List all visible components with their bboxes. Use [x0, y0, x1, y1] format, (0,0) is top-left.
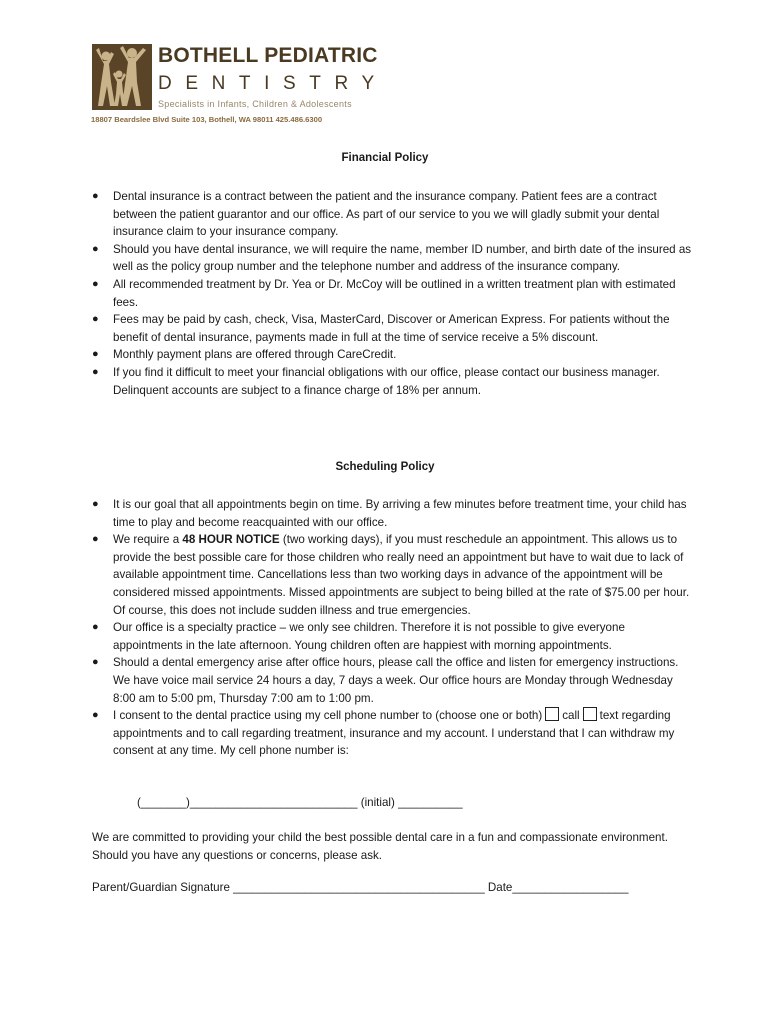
family-figures-logo-icon [92, 44, 152, 110]
notice-emphasis: 48 HOUR NOTICE [182, 533, 280, 547]
list-item: ● Monthly payment plans are offered through CareCredit. [92, 348, 397, 362]
list-item: ● All recommended treatment by Dr. Yea or Dr. McCoy will be outlined in a written treatment plan with estimated fees. [92, 277, 676, 309]
phone-number-field[interactable]: (_______)__________________________ (initial) __________ [137, 796, 463, 809]
closing-statement: We are committed to providing your child the best possible dental care in a fun and compassionate environment. Should you have any questions or concerns, please ask. [92, 831, 678, 862]
text-consent-checkbox[interactable] [583, 707, 597, 721]
scheduling-policy-title: Scheduling Policy [335, 461, 435, 473]
practice-name-dentistry: DENTISTRY [158, 73, 388, 94]
date-field[interactable]: __________________ [512, 881, 629, 894]
practice-address: 18807 Beardslee Blvd Suite 103, Bothell, WA 98011 425.486.6300 [91, 115, 323, 124]
signature-line [92, 881, 628, 894]
list-item: ● It is our goal that all appointments begin on time. By arriving a few minutes before treatment time, your child has time to play and become reacquainted with our office. [92, 498, 687, 529]
signature-label: Parent/Guardian Signature [92, 881, 230, 894]
list-item: ● Dental insurance is a contract between the patient and the insurance company. Patient fees are a contract between the patient guarantor and our office. As part of our service to you we will gladly submit your dental insurance claim to your insurance company. [92, 190, 660, 239]
signature-field[interactable]: _______________________________________ [233, 881, 485, 894]
list-item: ● Fees may be paid by cash, check, Visa, MasterCard, Discover or American Express. For patients without the benefit of dental insurance, payments made in full at the time of service receive a 5% discount. [92, 313, 670, 344]
list-item: ● We require a 48 HOUR NOTICE (two working days), if you must reschedule an appointment. This allows us to provide the best possible care for those children who really need an appointment but have to wait due to lack of available appointment time. Cancellations less than two working days in advance of the appointment will be considered missed appointments. Missed appointments are subject to being billed at the rate of $75.00 per hour. Of course, this does not include sudden illness and true emergencies. [92, 533, 690, 617]
practice-name: BOTHELL PEDIATRIC [158, 44, 378, 67]
list-item: ● Should a dental emergency arise after office hours, please call the office and listen for emergency instructions. We have voice mail service 24 hours a day, 7 days a week. Our office hours are Monday through Wednesday 8:00 am to 5:00 pm, Thursday 7:00 am to 1:00 pm. [92, 656, 679, 705]
scheduling-policy-list [92, 496, 692, 760]
list-item: ● If you find it difficult to meet your financial obligations with our office, please contact our business manager. Delinquent accounts are subject to a finance charge of 18% per annum. [92, 365, 660, 397]
financial-policy-list [92, 188, 692, 399]
practice-tagline: Specialists in Infants, Children & Adolescents [158, 99, 352, 109]
call-consent-checkbox[interactable] [545, 707, 559, 721]
list-item: ● Our office is a specialty practice – we only see children. Therefore it is not possible to give everyone appointments in the late afternoon. Young children often are happiest with morning appointments. [92, 621, 625, 652]
financial-policy-title: Financial Policy [341, 152, 429, 164]
list-item: ● I consent to the dental practice using my cell phone number to (choose one or both) call text regarding appointments and to call regarding treatment, insurance and my account. I understand that I can withdraw my consent at any time. My cell phone number is: [92, 709, 675, 758]
date-label: Date [487, 881, 513, 894]
list-item: ● Should you have dental insurance, we will require the name, member ID number, and birth date of the insured as well as the policy group number and the telephone number and address of the insurance company. [92, 242, 692, 274]
